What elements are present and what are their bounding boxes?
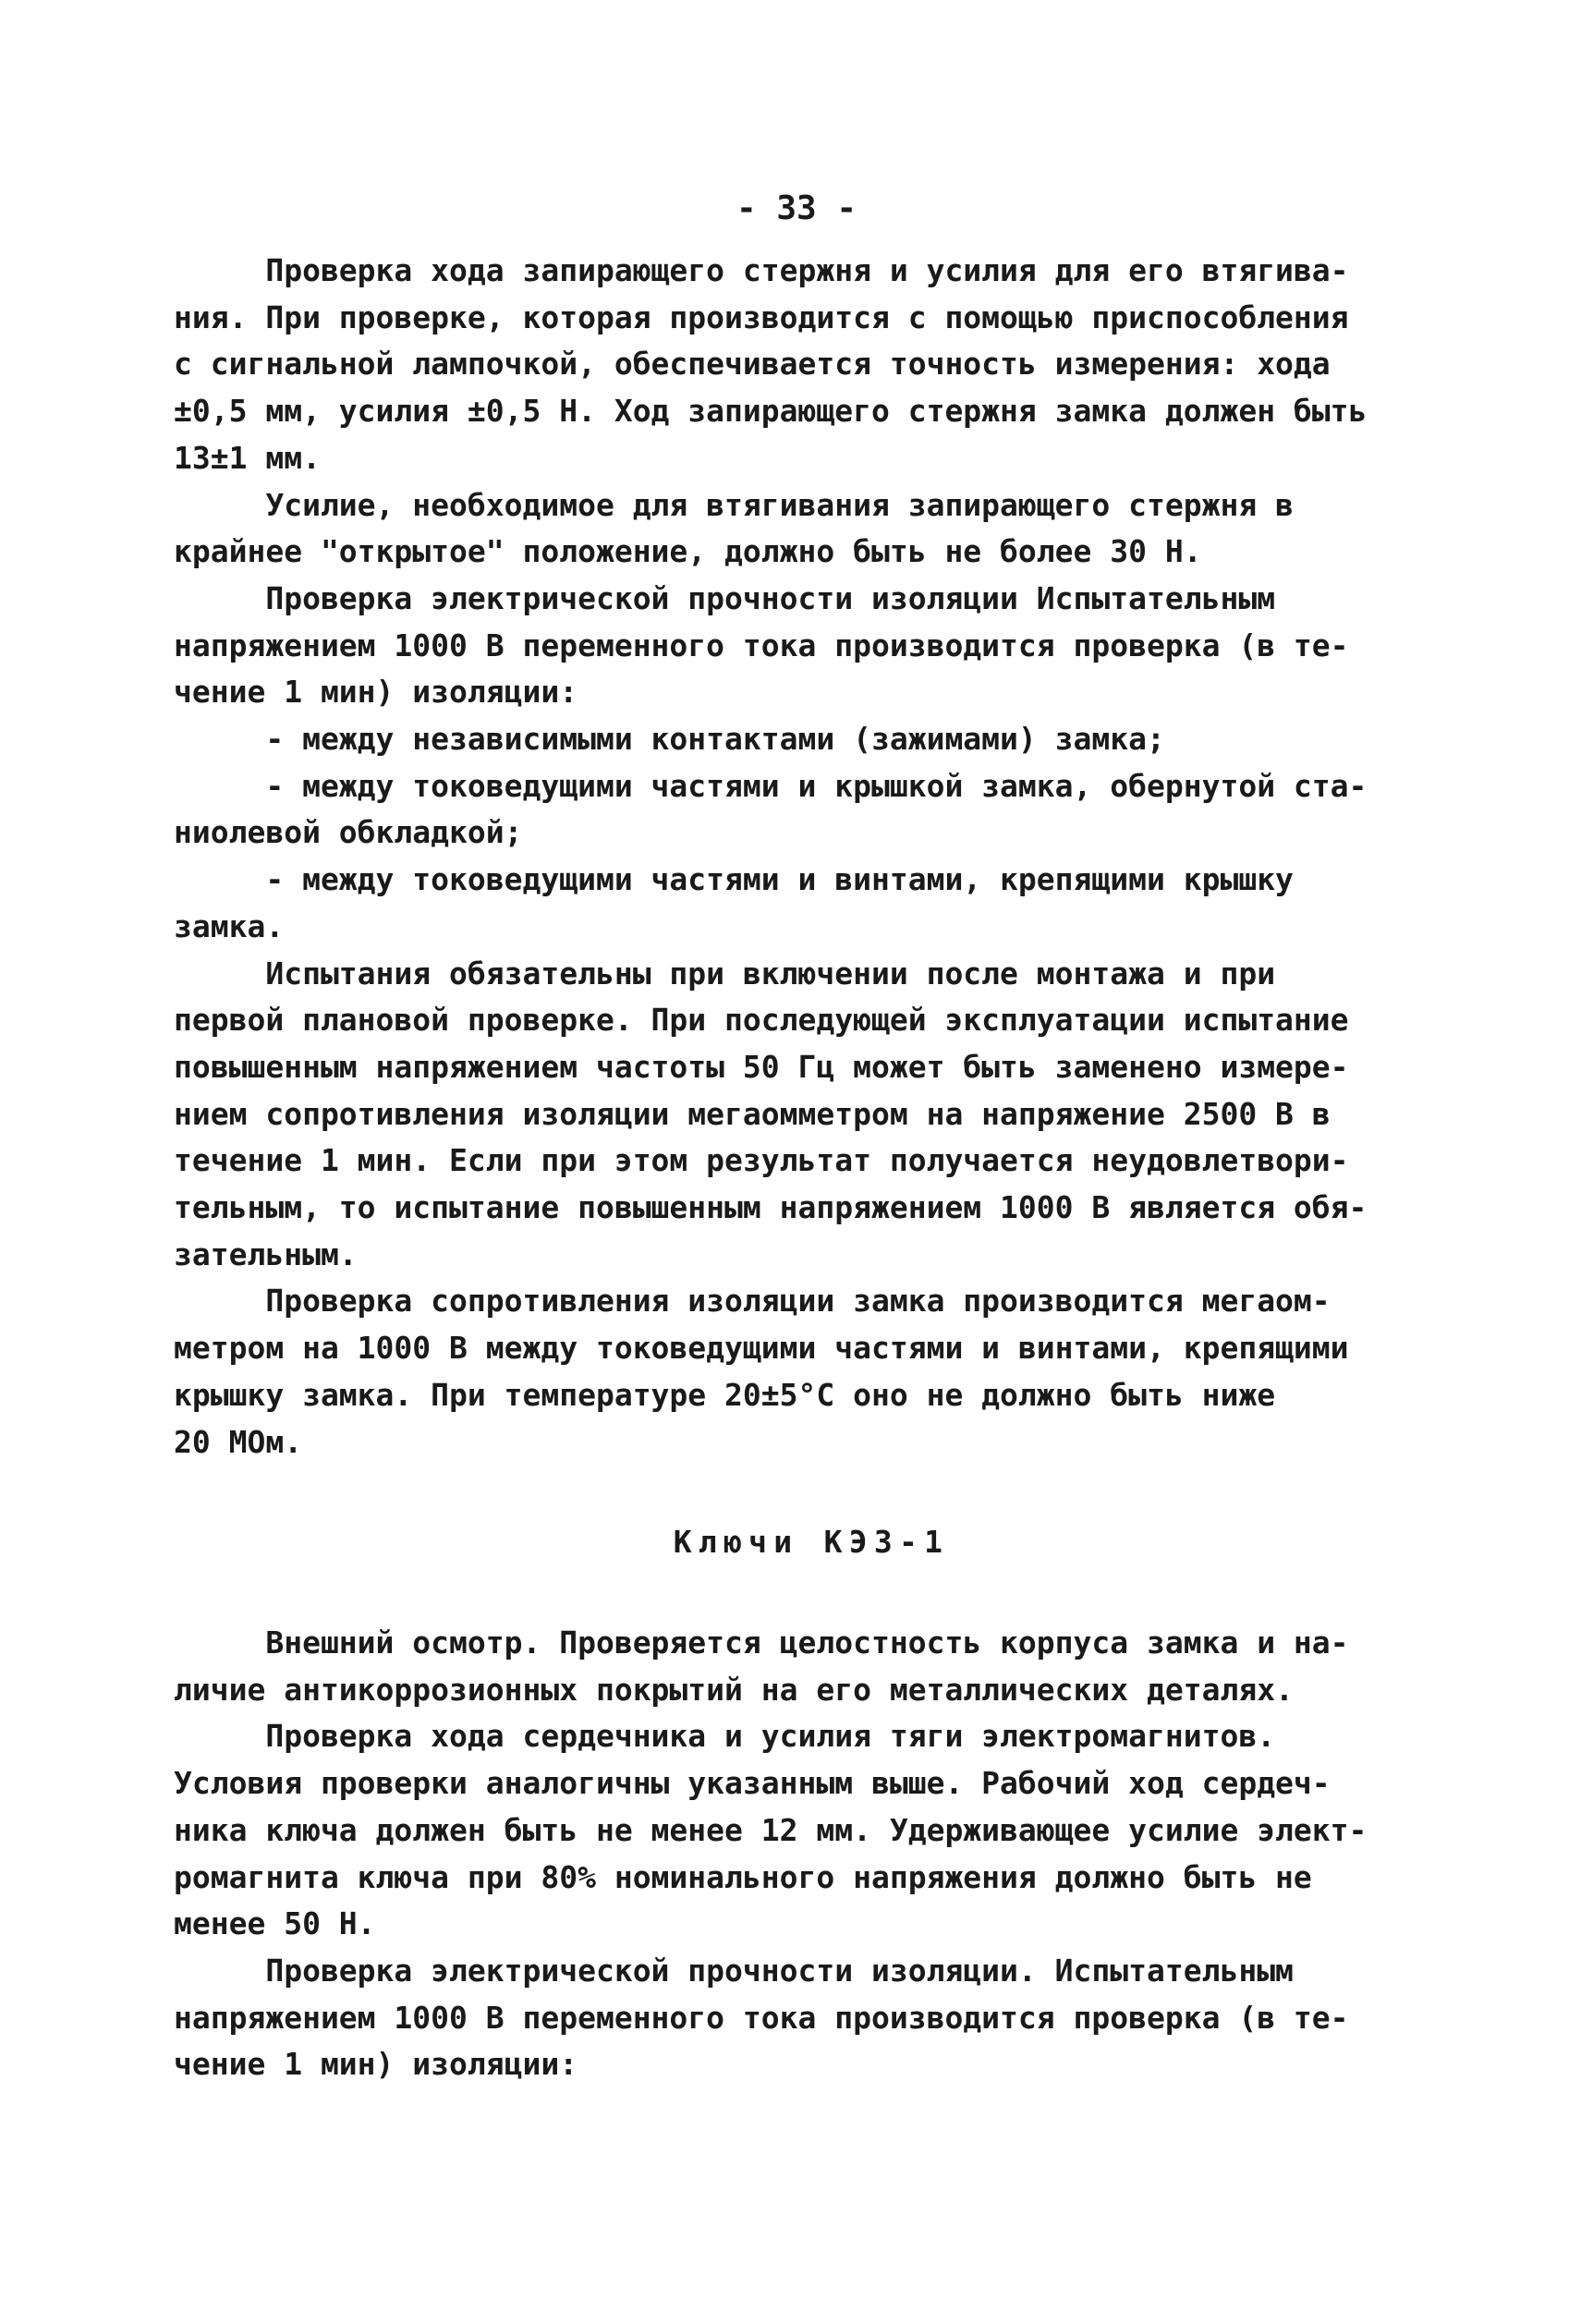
section-heading: Ключи КЭЗ-1	[673, 1524, 950, 1561]
body-text	[174, 248, 1421, 2088]
paragraph-key-insulation-strength: Проверка электрической прочности изоляции. Испытательным напряжением 1000 В переменного тока производится проверка (в те- чение 1 мин) изоляции:	[174, 1952, 1349, 2083]
section-spacer	[174, 1566, 1421, 1620]
list-item-cover-screws: - между токоведущими частями и винтами, крепящими крышку замка.	[174, 861, 1294, 944]
section-spacer	[174, 1466, 1421, 1519]
list-item-cover-foil: - между токоведущими частями и крышкой замка, обернутой ста- ниолевой обкладкой;	[174, 767, 1368, 851]
paragraph-core-travel: Проверка хода сердечника и усилия тяги электромагнитов. Условия проверки аналогичны указанным выше. Рабочий ход сердеч- ника ключа должен быть не менее 12 мм. Удерживающее усилие элект- ромагнита ключа при 80% номинального напряжения должно быть не менее 50 Н.	[174, 1718, 1368, 1942]
paragraph-lock-rod-travel: Проверка хода запирающего стержня и усилия для его втягива- ния. При проверке, которая производится с помощью приспособления с сигнальной лампочкой, обеспечивается точность измерения: хода ±0,5 мм, усилия ±0,5 Н. Ход запирающего стержня замка должен быть 13±1 мм.	[174, 252, 1368, 476]
page-number: - 33 -	[736, 189, 857, 227]
paragraph-retraction-force: Усилие, необходимое для втягивания запирающего стержня в крайнее "открытое" положение, должно быть не более 30 Н.	[174, 486, 1294, 570]
list-item-independent-contacts: - между независимыми контактами (зажимами) замка;	[174, 721, 1165, 758]
paragraph-insulation-resistance: Проверка сопротивления изоляции замка производится мегаом- метром на 1000 В между токоведущими частями и винтами, крепящими крышку замка. При температуре 20±5°С оно не должно быть ниже 20 МОм.	[174, 1283, 1349, 1460]
paragraph-visual-inspection: Внешний осмотр. Проверяется целостность корпуса замка и на- личие антикоррозионных покрытий на его металлических деталях.	[174, 1624, 1349, 1708]
paragraph-insulation-strength-intro: Проверка электрической прочности изоляции Испытательным напряжением 1000 В переменного тока производится проверка (в те- чение 1 мин) изоляции:	[174, 579, 1349, 711]
paragraph-test-conditions: Испытания обязательны при включении после монтажа и при первой плановой проверке. При последующей эксплуатации испытание повышенным напряжением частоты 50 Гц может быть заменено измере- нием сопротивления изоляции мегаомметром на напряжение 2500 В в течение 1 мин. Если при этом результат получается неудовлетвори- тельным, то испытание повышенным напряжением 1000 В является обя- зательным.	[174, 955, 1368, 1272]
